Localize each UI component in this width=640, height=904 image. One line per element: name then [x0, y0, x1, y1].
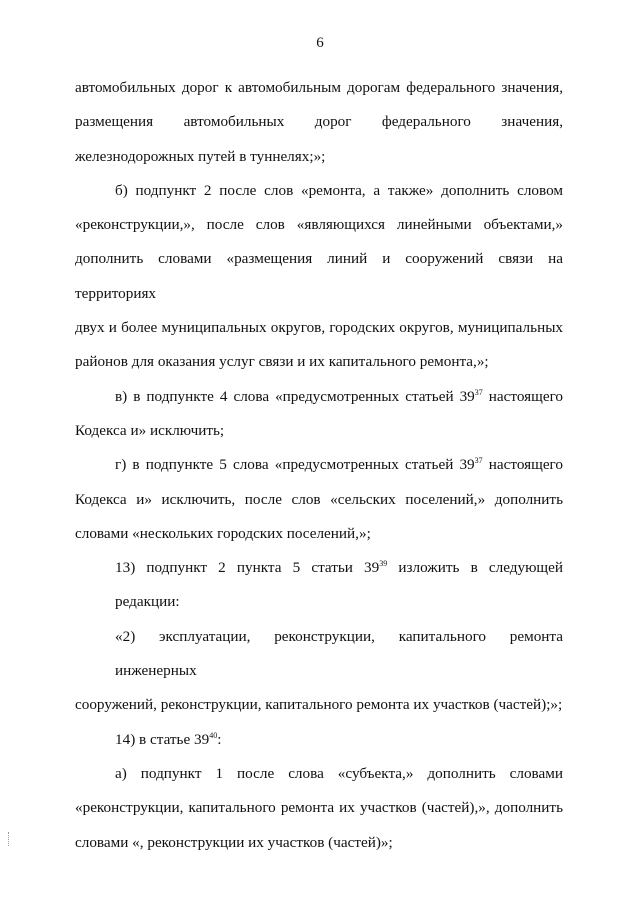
text-line: «реконструкции, капитального ремонта их участков (частей),», дополнить: [75, 799, 563, 817]
text-line: дополнить словами «размещения линий и сооружений связи на территориях: [75, 250, 563, 302]
text-line: словами «, реконструкции их участков (частей)»;: [75, 833, 393, 851]
text-line: Кодекса и» исключить;: [75, 421, 225, 439]
paragraph-14: [75, 723, 563, 757]
text-line: [75, 723, 563, 757]
text-fragment: настоящего: [482, 456, 563, 474]
text-fragment: г) в подпункте 5 слова «предусмотренных статьей 39: [115, 456, 475, 474]
paragraph-g: [75, 448, 563, 551]
text-line: «2) эксплуатации, реконструкции, капитального ремонта инженерных: [115, 627, 563, 680]
text-fragment: в) в подпункте 4 слова «предусмотренных статьей 39: [115, 387, 475, 405]
text-fragment: :: [217, 730, 222, 748]
scan-margin-mark: [8, 832, 10, 846]
document-body: [75, 71, 563, 860]
paragraph-continuation: [75, 71, 563, 174]
text-fragment: 13) подпункт 2 пункта 5 статьи 39: [115, 559, 380, 577]
text-line: автомобильных дорог к автомобильным дорогам федерального значения,: [75, 79, 563, 96]
text-line: сооружений, реконструкции, капитального ремонта их участков (частей);»;: [75, 696, 563, 714]
text-line: [75, 551, 563, 620]
superscript: 37: [474, 387, 483, 397]
text-line: а) подпункт 1 после слова «субъекта,» дополнить словами: [115, 764, 563, 782]
paragraph-quote-2: [75, 620, 563, 723]
text-line: железнодорожных путей в туннелях;»;: [75, 147, 326, 165]
paragraph-13: [75, 551, 563, 620]
paragraph-b: [75, 174, 563, 380]
text-fragment: изложить в следующей редакции:: [115, 559, 563, 611]
text-fragment: 14) в статье 39: [115, 730, 210, 748]
text-line: словами «нескольких городских поселений,»;: [75, 524, 371, 542]
page-number: 6: [316, 35, 324, 51]
text-line: Кодекса и» исключить, после слов «сельских поселений,» дополнить: [75, 490, 563, 508]
superscript: 39: [379, 559, 388, 569]
paragraph-v: [75, 380, 563, 449]
text-line: [75, 448, 563, 482]
text-line: размещения автомобильных дорог федерального значения,: [75, 113, 563, 131]
text-fragment: настоящего: [482, 387, 564, 405]
paragraph-a: [75, 757, 563, 860]
text-line: б) подпункт 2 после слов «ремонта, а также» дополнить словом: [115, 181, 563, 199]
superscript: 40: [209, 730, 218, 740]
text-line: двух и более муниципальных округов, городских округов, муниципальных: [75, 319, 563, 337]
superscript: 37: [474, 456, 483, 466]
text-line: районов для оказания услуг связи и их капитального ремонта,»;: [75, 353, 489, 371]
text-line: «реконструкции,», после слов «являющихся линейными объектами,»: [75, 216, 563, 234]
text-line: [75, 380, 563, 414]
